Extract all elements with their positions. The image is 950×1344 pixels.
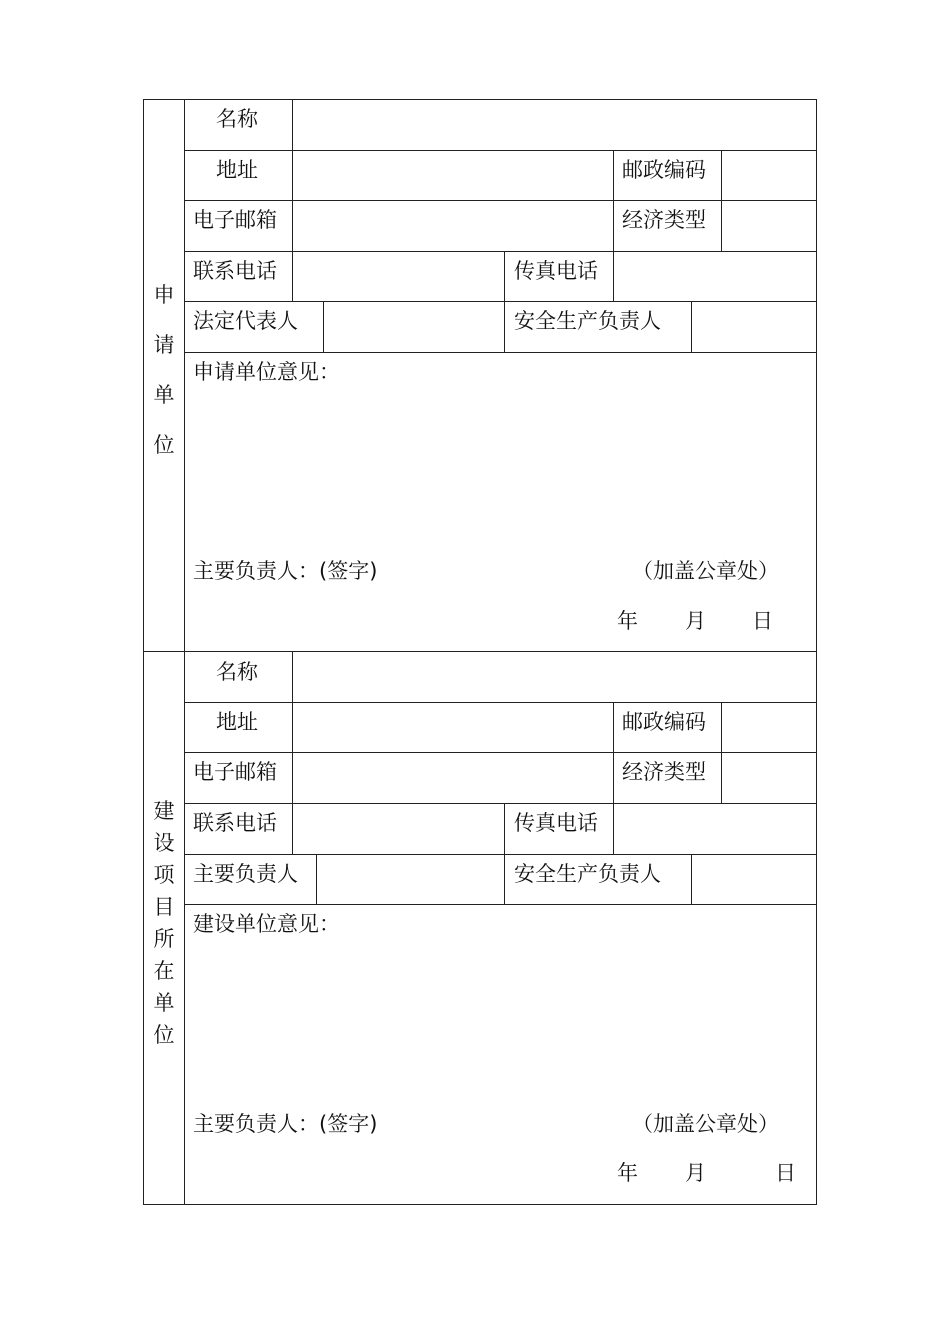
row-line <box>184 904 816 905</box>
project-phone-field[interactable] <box>293 804 504 854</box>
applicant-address-label: 地址 <box>216 158 258 182</box>
applicant-name-field[interactable] <box>293 100 816 150</box>
project-name-field[interactable] <box>293 652 816 702</box>
applicant-section-char: 单 <box>153 383 175 407</box>
project-safety-lead-field[interactable] <box>692 855 816 904</box>
applicant-opinion-label: 申请单位意见： <box>193 360 340 384</box>
project-postcode-field[interactable] <box>722 703 816 752</box>
applicant-econ-type-label: 经济类型 <box>622 208 706 232</box>
project-signer-label: 主要负责人：(签字) <box>193 1112 378 1136</box>
row-line <box>184 352 816 353</box>
project-email-field[interactable] <box>293 753 613 803</box>
project-section-char: 所 <box>153 927 175 951</box>
applicant-month-label: 月 <box>685 609 706 633</box>
project-section-char: 位 <box>153 1023 175 1047</box>
applicant-section-char: 位 <box>153 433 175 457</box>
project-seal-label: （加盖公章处） <box>632 1112 779 1136</box>
applicant-fax-label: 传真电话 <box>514 259 598 283</box>
project-section-char: 目 <box>153 895 175 919</box>
applicant-name-label: 名称 <box>216 107 258 131</box>
applicant-fax-field[interactable] <box>614 252 816 301</box>
project-month-label: 月 <box>685 1161 706 1185</box>
project-address-field[interactable] <box>293 703 613 752</box>
applicant-year-label: 年 <box>617 609 638 633</box>
col-line <box>504 803 505 904</box>
applicant-signer-label: 主要负责人：(签字) <box>193 559 378 583</box>
project-opinion-field[interactable] <box>185 942 816 1102</box>
project-section-char: 单 <box>153 991 175 1015</box>
applicant-email-field[interactable] <box>293 201 613 251</box>
project-head-field[interactable] <box>317 855 504 904</box>
project-address-label: 地址 <box>216 710 258 734</box>
applicant-econ-type-field[interactable] <box>722 201 816 251</box>
project-econ-type-label: 经济类型 <box>622 760 706 784</box>
project-econ-type-field[interactable] <box>722 753 816 803</box>
project-section-char: 建 <box>153 799 175 823</box>
applicant-phone-label: 联系电话 <box>193 259 277 283</box>
project-opinion-label: 建设单位意见： <box>193 912 340 936</box>
applicant-address-field[interactable] <box>293 151 613 200</box>
project-year-label: 年 <box>617 1161 638 1185</box>
applicant-opinion-field[interactable] <box>185 390 816 550</box>
project-section-char: 设 <box>153 831 175 855</box>
table-border-left <box>143 99 144 1205</box>
applicant-postcode-label: 邮政编码 <box>622 158 706 182</box>
applicant-safety-lead-label: 安全生产负责人 <box>514 309 661 333</box>
project-email-label: 电子邮箱 <box>193 760 277 784</box>
project-section-char: 项 <box>153 863 175 887</box>
applicant-section-char: 申 <box>153 283 175 307</box>
table-border-bottom <box>143 1204 817 1205</box>
applicant-phone-field[interactable] <box>293 252 504 301</box>
project-safety-lead-label: 安全生产负责人 <box>514 862 661 886</box>
applicant-legal-rep-label: 法定代表人 <box>193 309 298 333</box>
project-postcode-label: 邮政编码 <box>622 710 706 734</box>
applicant-postcode-field[interactable] <box>722 151 816 200</box>
project-phone-label: 联系电话 <box>193 811 277 835</box>
project-section-char: 在 <box>153 959 175 983</box>
project-fax-field[interactable] <box>614 804 816 854</box>
project-fax-label: 传真电话 <box>514 811 598 835</box>
applicant-seal-label: （加盖公章处） <box>632 559 779 583</box>
applicant-day-label: 日 <box>752 609 773 633</box>
applicant-safety-lead-field[interactable] <box>692 302 816 352</box>
applicant-email-label: 电子邮箱 <box>193 208 277 232</box>
project-head-label: 主要负责人 <box>193 862 298 886</box>
col-line <box>613 702 614 803</box>
col-line <box>504 251 505 352</box>
table-border-right <box>816 99 817 1205</box>
project-day-label: 日 <box>775 1161 796 1185</box>
col-line <box>613 150 614 251</box>
applicant-section-char: 请 <box>153 333 175 357</box>
applicant-legal-rep-field[interactable] <box>324 302 504 352</box>
project-name-label: 名称 <box>216 660 258 684</box>
